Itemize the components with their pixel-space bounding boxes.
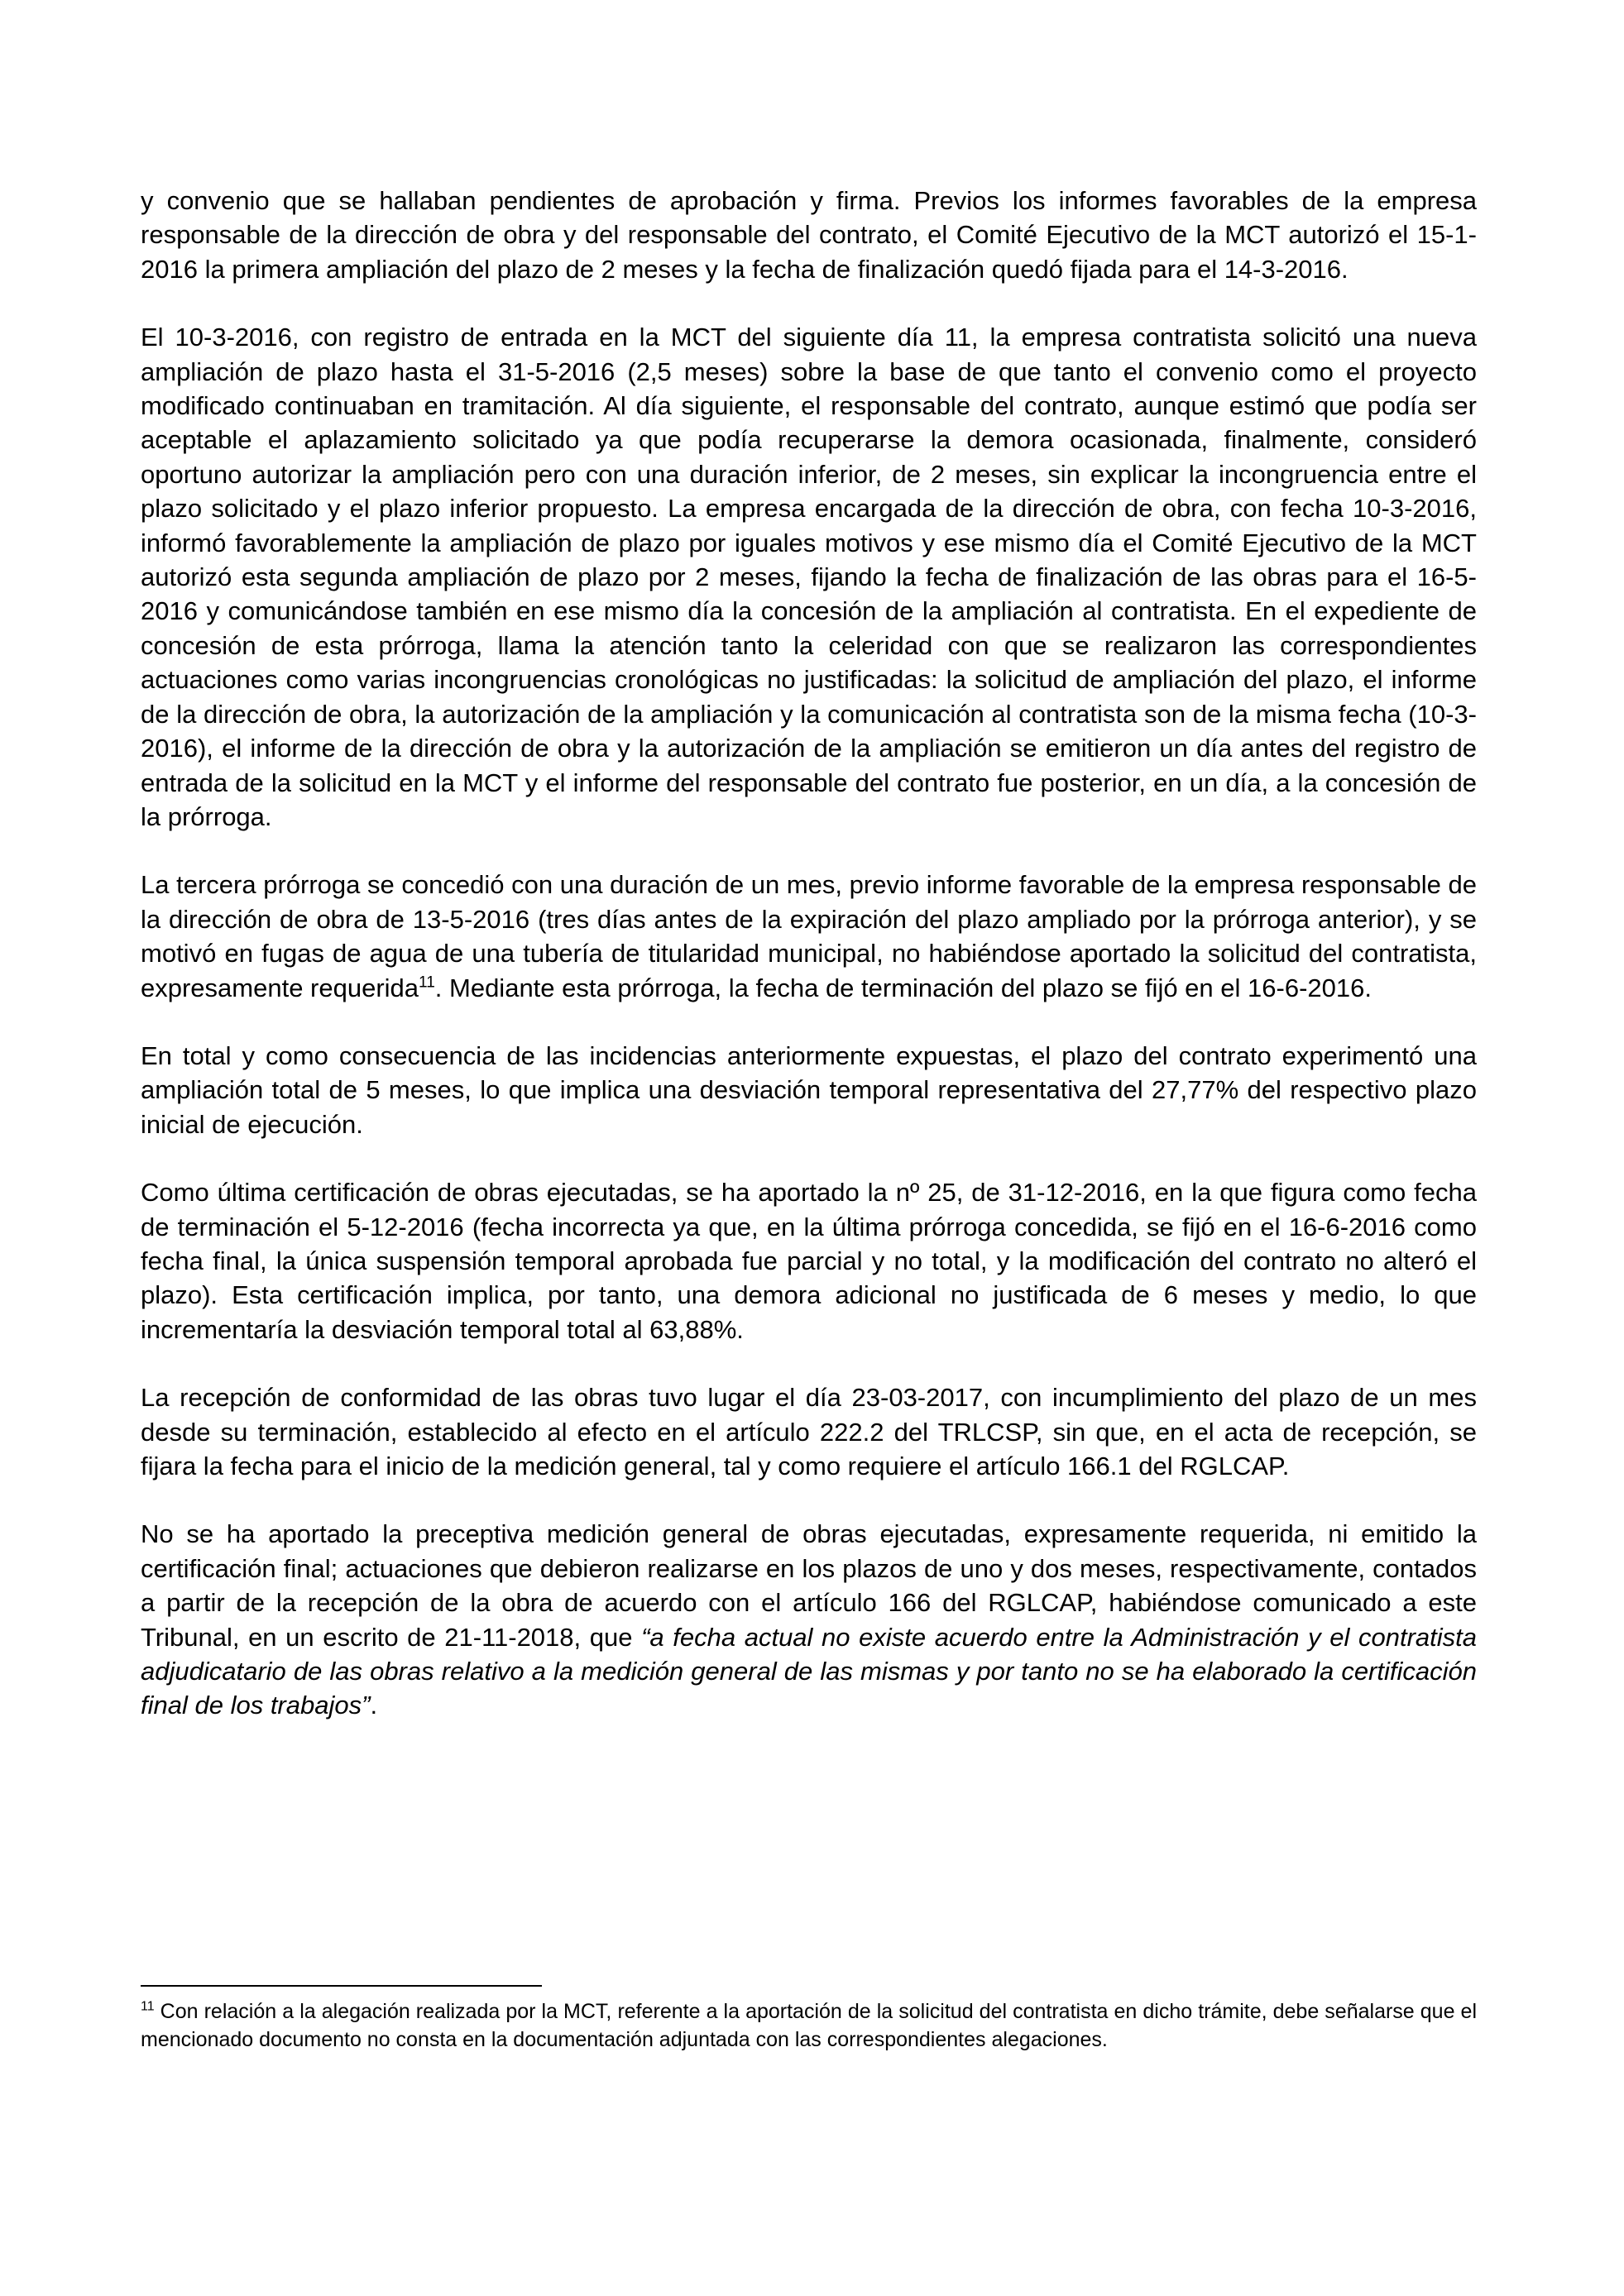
paragraph-7-end: . — [370, 1691, 378, 1720]
paragraph-3-text-end: . Mediante esta prórroga, la fecha de terminación del plazo se fijó en el 16-6-2016. — [434, 973, 1372, 1002]
footnote-text: Con relación a la alegación realizada por la MCT, referente a la aportación de la solicitud del contratista en dicho trámite, debe señalarse que el mencionado documento no consta en la documentación adjuntada con las correspondientes alegaciones. — [141, 2000, 1477, 2051]
paragraph-1: y convenio que se hallaban pendientes de aprobación y firma. Previos los informes favorables de la empresa responsable de la dirección de obra y del responsable del contrato, el Comité Ejecutivo de la MCT autorizó el 15-1-2016 la primera ampliación del plazo de 2 meses y la fecha de finalización quedó fijada para el 14-3-2016. — [141, 186, 1477, 284]
paragraph-3 — [141, 868, 1477, 1005]
paragraph-5: Como última certificación de obras ejecutadas, se ha aportado la nº 25, de 31-12-2016, en la que figura como fecha de terminación el 5-12-2016 (fecha incorrecta ya que, en la última prórroga concedida, se fijó en el 16-6-2016 como fecha final, la única suspensión temporal aprobada fue parcial y no total, y la modificación del contrato no alteró el plazo). Esta certificación implica, por tanto, una demora adicional no justificada de 6 meses y medio, lo que incrementaría la desviación temporal total al 63,88%. — [141, 1178, 1477, 1344]
quoted-statement: “a fecha actual no existe acuerdo entre la Administración y el contratista adjudicatario de las obras relativo a la medición general de las mismas y por tanto no se ha elaborado la certificación final de los trabajos” — [141, 1622, 1477, 1720]
paragraph-3-text-start: La tercera prórroga se concedió con una duración de un mes, previo informe favorable de la empresa responsable de la dirección de obra de 13-5-2016 (tres días antes de la expiración del plazo ampliado por la prórroga anterior), y se motivó en fugas de agua de una tubería de titularidad municipal, no habiéndose aportado la solicitud del contratista, expresamente requerida — [141, 870, 1477, 1002]
document-body — [141, 184, 1477, 1757]
paragraph-7-text: No se ha aportado la preceptiva medición general de obras ejecutadas, expresamente requerida, ni emitido la certificación final; actuaciones que debieron realizarse en los plazos de uno y dos meses, respectivamente, contados a partir de la recepción de la obra de acuerdo con el artículo 166 del RGLCAP, habiéndose comunicado a este Tribunal, en un escrito de 21-11-2018, que — [141, 1519, 1477, 1652]
paragraph-4: En total y como consecuencia de las incidencias anteriormente expuestas, el plazo del contrato experimentó una ampliación total de 5 meses, lo que implica una desviación temporal representativa del 27,77% del respectivo plazo inicial de ejecución. — [141, 1040, 1477, 1139]
footnote-separator — [141, 1985, 542, 1987]
paragraph-7 — [141, 1517, 1477, 1722]
footnote-number: 11 — [141, 1999, 155, 2014]
paragraph-2: El 10-3-2016, con registro de entrada en la MCT del siguiente día 11, la empresa contratista solicitó una nueva ampliación de plazo hasta el 31-5-2016 (2,5 meses) sobre la base de que tanto el convenio como el proyecto modificado continuaban en tramitación. Al día siguiente, el responsable del contrato, aunque estimó que podía ser aceptable el aplazamiento solicitado ya que podía recuperarse la demora ocasionada, finalmente, consideró oportuno autorizar la ampliación pero con una duración inferior, de 2 meses, sin explicar la incongruencia entre el plazo solicitado y el plazo inferior propuesto. La empresa encargada de la dirección de obra, con fecha 10-3-2016, informó favorablemente la ampliación de plazo por iguales motivos y ese mismo día el Comité Ejecutivo de la MCT autorizó esta segunda ampliación de plazo por 2 meses, fijando la fecha de finalización de las obras para el 16-5-2016 y comunicándose también en ese mismo día la concesión de la ampliación al contratista. En el expediente de concesión de esta prórroga, llama la atención tanto la celeridad con que se realizaron las correspondientes actuaciones como varias incongruencias cronológicas no justificadas: la solicitud de ampliación del plazo, el informe de la dirección de obra, la autorización de la ampliación y la comunicación al contratista son de la misma fecha (10-3-2016), el informe de la dirección de obra y la autorización de la ampliación se emitieron un día antes del registro de entrada de la solicitud en la MCT y el informe del responsable del contrato fue posterior, en un día, a la concesión de la prórroga. — [141, 323, 1477, 831]
paragraph-6: La recepción de conformidad de las obras tuvo lugar el día 23-03-2017, con incumplimiento del plazo de un mes desde su terminación, establecido al efecto en el artículo 222.2 del TRLCSP, sin que, en el acta de recepción, se fijara la fecha para el inicio de la medición general, tal y como requiere el artículo 166.1 del RGLCAP. — [141, 1383, 1477, 1480]
footnote — [141, 1998, 1477, 2054]
footnote-reference[interactable]: 11 — [419, 973, 435, 992]
